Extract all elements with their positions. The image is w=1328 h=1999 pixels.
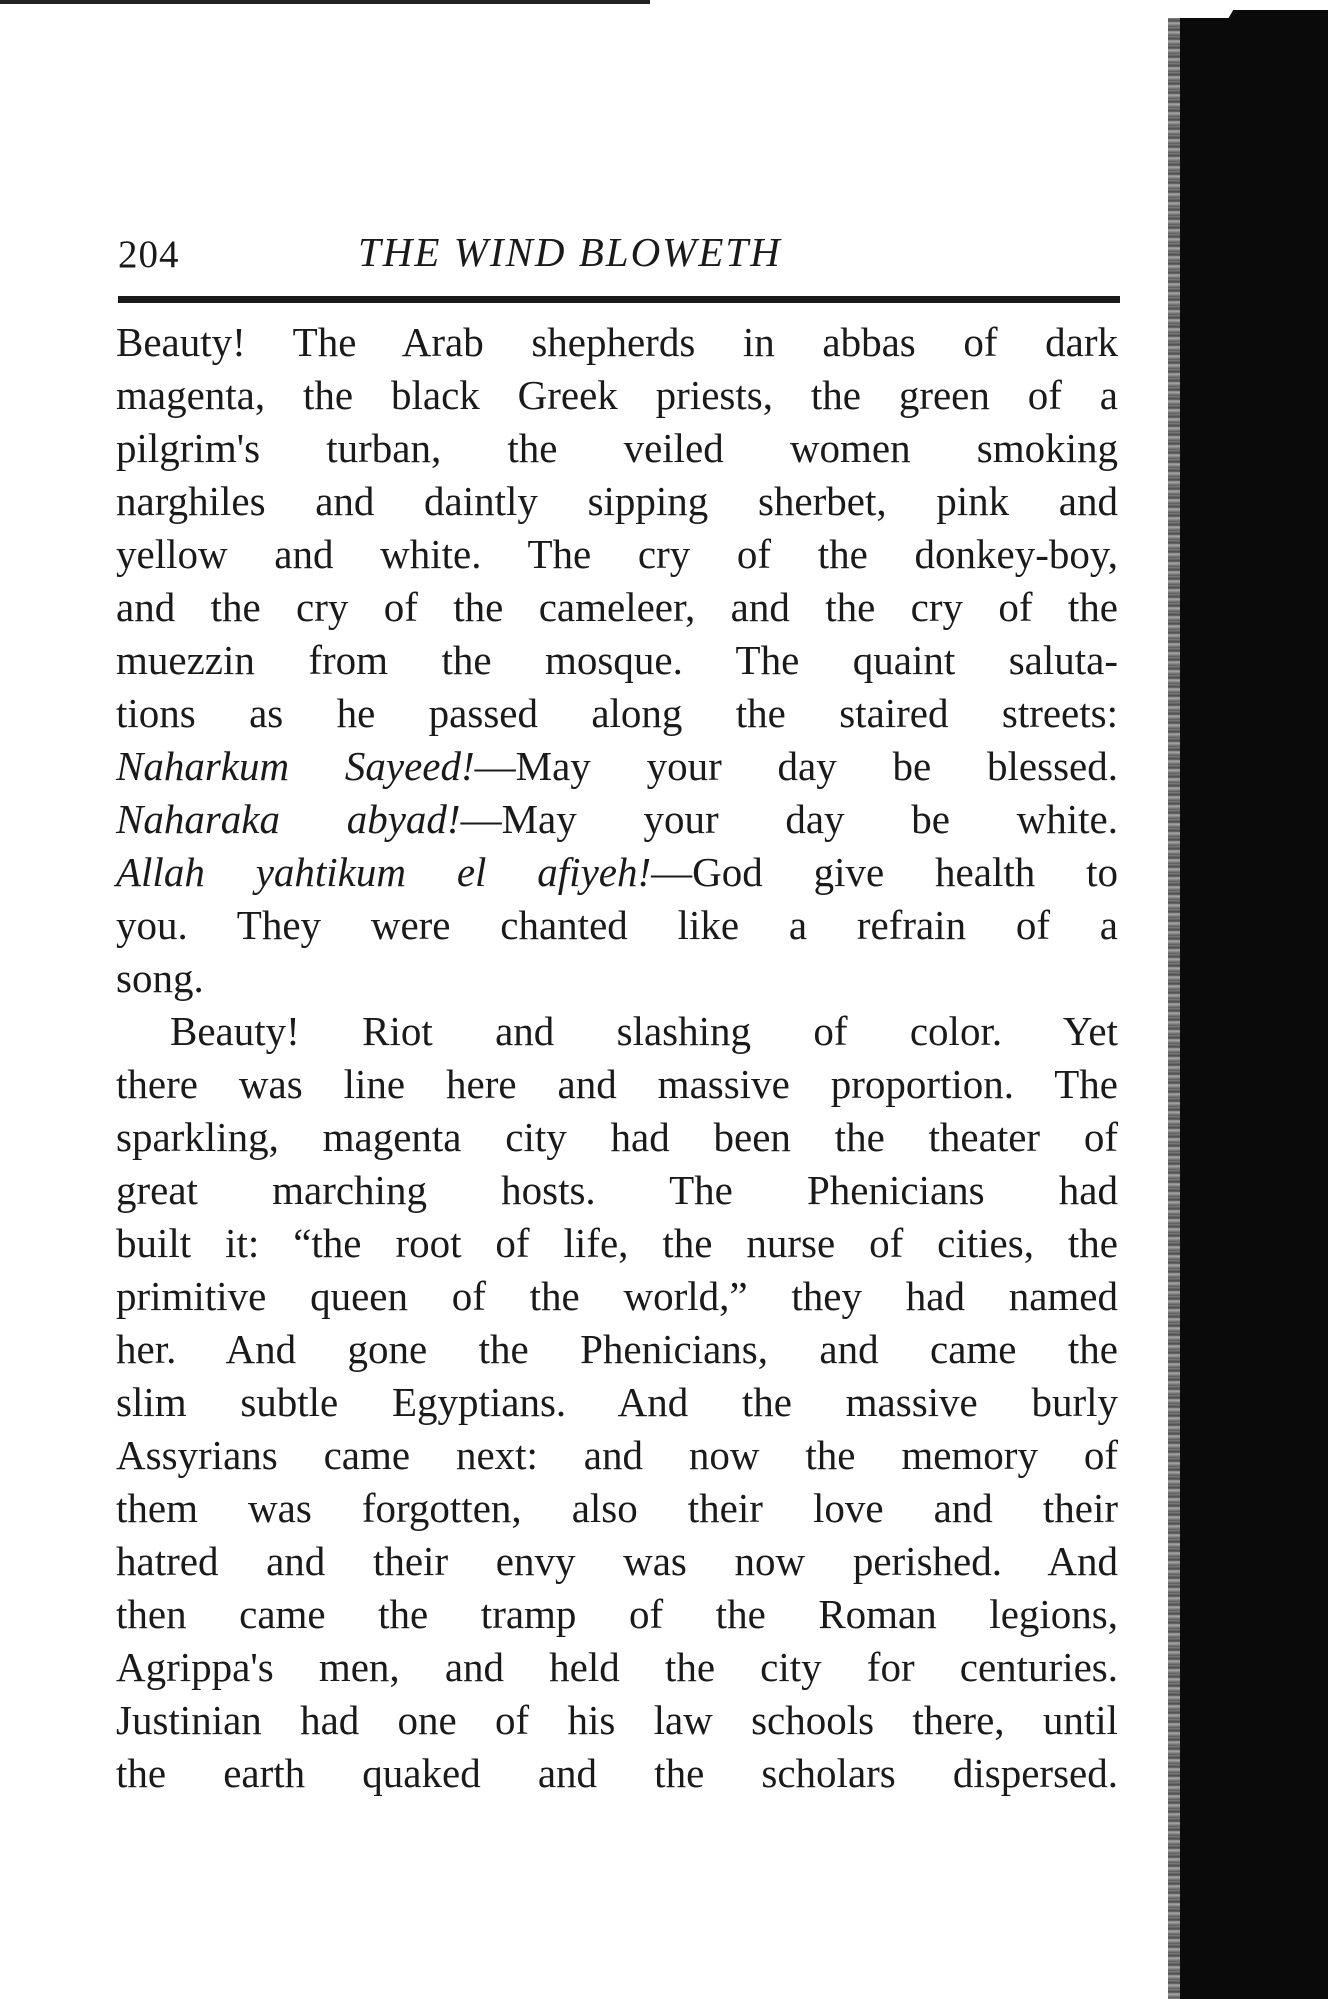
text-line-italic-lead: Naharkum Sayeed!—May your day be blessed.	[116, 743, 1118, 789]
text-line: Agrippa's men, and held the city for centuries.	[116, 1644, 1118, 1690]
page-header	[118, 228, 1108, 288]
text-line: you. They were chanted like a refrain of a	[116, 902, 1118, 948]
italic-phrase: Naharaka abyad!	[116, 796, 461, 842]
text-line: muezzin from the mosque. The quaint saluta-	[116, 637, 1118, 683]
page-number: 204	[118, 233, 180, 276]
text-line: hatred and their envy was now perished. And	[116, 1538, 1118, 1584]
text-line: yellow and white. The cry of the donkey-boy,	[116, 531, 1118, 577]
italic-phrase: Allah yahtikum el afiyeh!	[116, 849, 652, 895]
text-line: Beauty! The Arab shepherds in abbas of dark	[116, 319, 1118, 365]
header-rule	[118, 296, 1120, 303]
text-line: her. And gone the Phenicians, and came the	[116, 1326, 1118, 1372]
paragraph-start-line: Beauty! Riot and slashing of color. Yet	[170, 1008, 1118, 1054]
text-line: slim subtle Egyptians. And the massive burly	[116, 1379, 1118, 1425]
text-line: Justinian had one of his law schools there, until	[116, 1697, 1118, 1743]
text-line: built it: “the root of life, the nurse of cities, the	[116, 1220, 1118, 1266]
text-line: the earth quaked and the scholars dispersed.	[116, 1750, 1118, 1796]
paragraph-end-line: song.	[116, 955, 204, 1001]
book-spine-shadow	[1180, 18, 1328, 1999]
text-line: tions as he passed along the staired streets:	[116, 690, 1118, 736]
text-line: pilgrim's turban, the veiled women smoking	[116, 425, 1118, 471]
body-text	[116, 316, 1118, 1800]
text-line: primitive queen of the world,” they had named	[116, 1273, 1118, 1319]
text-line: great marching hosts. The Phenicians had	[116, 1167, 1118, 1213]
text-line: Assyrians came next: and now the memory of	[116, 1432, 1118, 1478]
italic-phrase: Naharkum Sayeed!	[116, 743, 475, 789]
book-spine-corner	[1223, 10, 1328, 28]
text-line: narghiles and daintly sipping sherbet, pink and	[116, 478, 1118, 524]
text-line: them was forgotten, also their love and their	[116, 1485, 1118, 1531]
text-line: then came the tramp of the Roman legions,	[116, 1591, 1118, 1637]
text-line: magenta, the black Greek priests, the green of a	[116, 372, 1118, 418]
text-line-italic-lead: Allah yahtikum el afiyeh!—God give health to	[116, 849, 1118, 895]
top-edge-rule	[0, 0, 650, 4]
text-line: there was line here and massive proportion. The	[116, 1061, 1118, 1107]
text-line: sparkling, magenta city had been the theater of	[116, 1114, 1118, 1160]
running-head: THE WIND BLOWETH	[358, 229, 782, 275]
text-line: and the cry of the cameleer, and the cry of the	[116, 584, 1118, 630]
text-line-italic-lead: Naharaka abyad!—May your day be white.	[116, 796, 1118, 842]
